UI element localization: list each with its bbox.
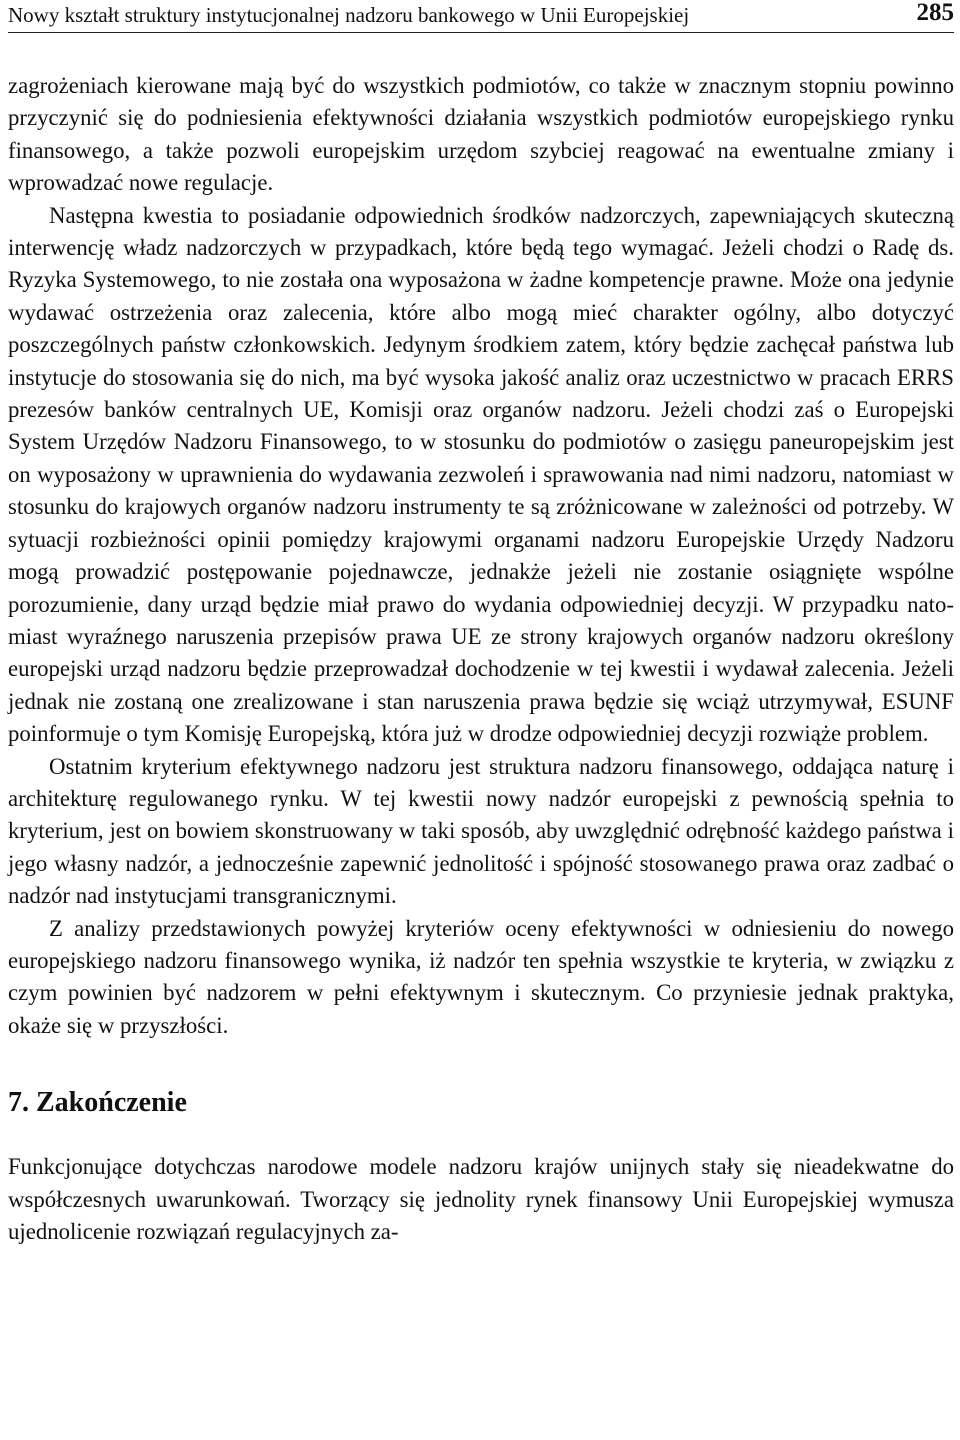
section-paragraph: Funkcjonujące dotychczas narodowe modele nadzoru krajów unijnych stały się nieadekwatne do współczesnych uwarunkowań. Tworzący się jednolity rynek finansowy Unii Europejskiej wymusza ujednolicenie rozwiązań regulacyjnych za- — [8, 1154, 954, 1244]
document-body — [8, 70, 954, 1248]
page-number: 285 — [916, 0, 954, 26]
section-heading: 7. Zakończenie — [8, 1087, 187, 1119]
paragraph-supervisory-measures: Następna kwestia to posiadanie odpowiednich środków nadzorczych, zapewniających skuteczną interwencję władz nadzorczych w przypadkach, które będą tego wymagać. Jeżeli chodzi o Radę ds. Ryzyka Systemowego, to nie została ona wyposażona w żadne kompetencje prawne. Może ona jedynie wydawać ostrzeżenia oraz zalecenia, które albo mogą mieć charakter ogólny, albo dotyczyć poszczególnych państw członkowskich. Jedynym środkiem zatem, który będzie zachęcał państwa lub instytucje do stosowania się do nich, ma być wysoka jakość analiz oraz uczestnictwo w pracach ERRS prezesów banków centralnych UE, Komisji oraz organów nadzoru. Jeżeli chodzi zaś o Europejski System Urzędów Nadzoru Finansowego, to w stosunku do podmiotów o zasięgu paneuropejskim jest on wyposażony w uprawnienia do wydawania zezwoleń i sprawowania nad nimi nadzoru, natomiast w stosunku do krajowych organów nadzoru instrumenty te są zróżnicowane w zależności od potrzeby. W sytuacji rozbieżności opinii pomiędzy krajowymi organami nadzoru Europejskie Urzędy Nadzoru mogą prowadzić postępowanie pojednawcze, jednakże jeżeli nie zostanie osiągnięte wspólne porozumienie, dany urząd będzie miał prawo do wydania odpowiedniej decyzji. W przypadku natomiast wyraźnego naruszenia przepisów prawa UE ze strony krajowych organów nadzoru określony europejski urząd nadzoru będzie przeprowadzał dochodzenie w tej kwestii i wydawał zalecenia. Jeżeli jednak nie zostaną one zrealizowane i stan naruszenia prawa będzie się wciąż utrzymywał, ESUNF poinformuje o tym Komisję Europejską, która już w drodze odpowiedniej decyzji rozwiąże problem. — [8, 202, 954, 747]
running-title: Nowy kształt struktury instytucjonalnej nadzoru bankowego w Unii Europejskiej — [8, 3, 690, 27]
document-page — [8, 0, 954, 1248]
paragraph-supervisory-structure: Ostatnim kryterium efektywnego nadzoru jest struktura nadzoru finansowego, oddająca naturę i architekturę regulowanego rynku. W tej kwestii nowy nadzór europejski z pewnością spełnia to kryterium, jest on bowiem skonstruowany w taki sposób, aby uwzględnić odrębność każdego państwa i jego własny nadzór, a jednocześnie zapewnić jednolitość i spójność stosowanego prawa oraz zadbać o nadzór nad instytucjami transgranicznymi. — [8, 753, 954, 909]
running-header — [8, 0, 954, 33]
paragraph-continuation: zagrożeniach kierowane mają być do wszystkich podmiotów, co także w znacznym stopniu powinno przyczynić się do podniesienia efektywności działania wszystkich podmiotów europejskiego rynku finansowego, a także pozwoli europejskim urzędom szybciej reagować na ewentualne zmiany i wprowadzać nowe regulacje. — [8, 73, 954, 196]
paragraph-conclusion-analysis: Z analizy przedstawionych powyżej kryteriów oceny efektywności w odniesieniu do nowego europejskiego nadzoru finansowego wynika, iż nadzór ten spełnia wszystkie te kryteria, w związku z czym powinien być nadzorem w pełni efektywnym i skutecznym. Co przyniesie jednak praktyka, okaże się w przyszłości. — [8, 915, 954, 1038]
